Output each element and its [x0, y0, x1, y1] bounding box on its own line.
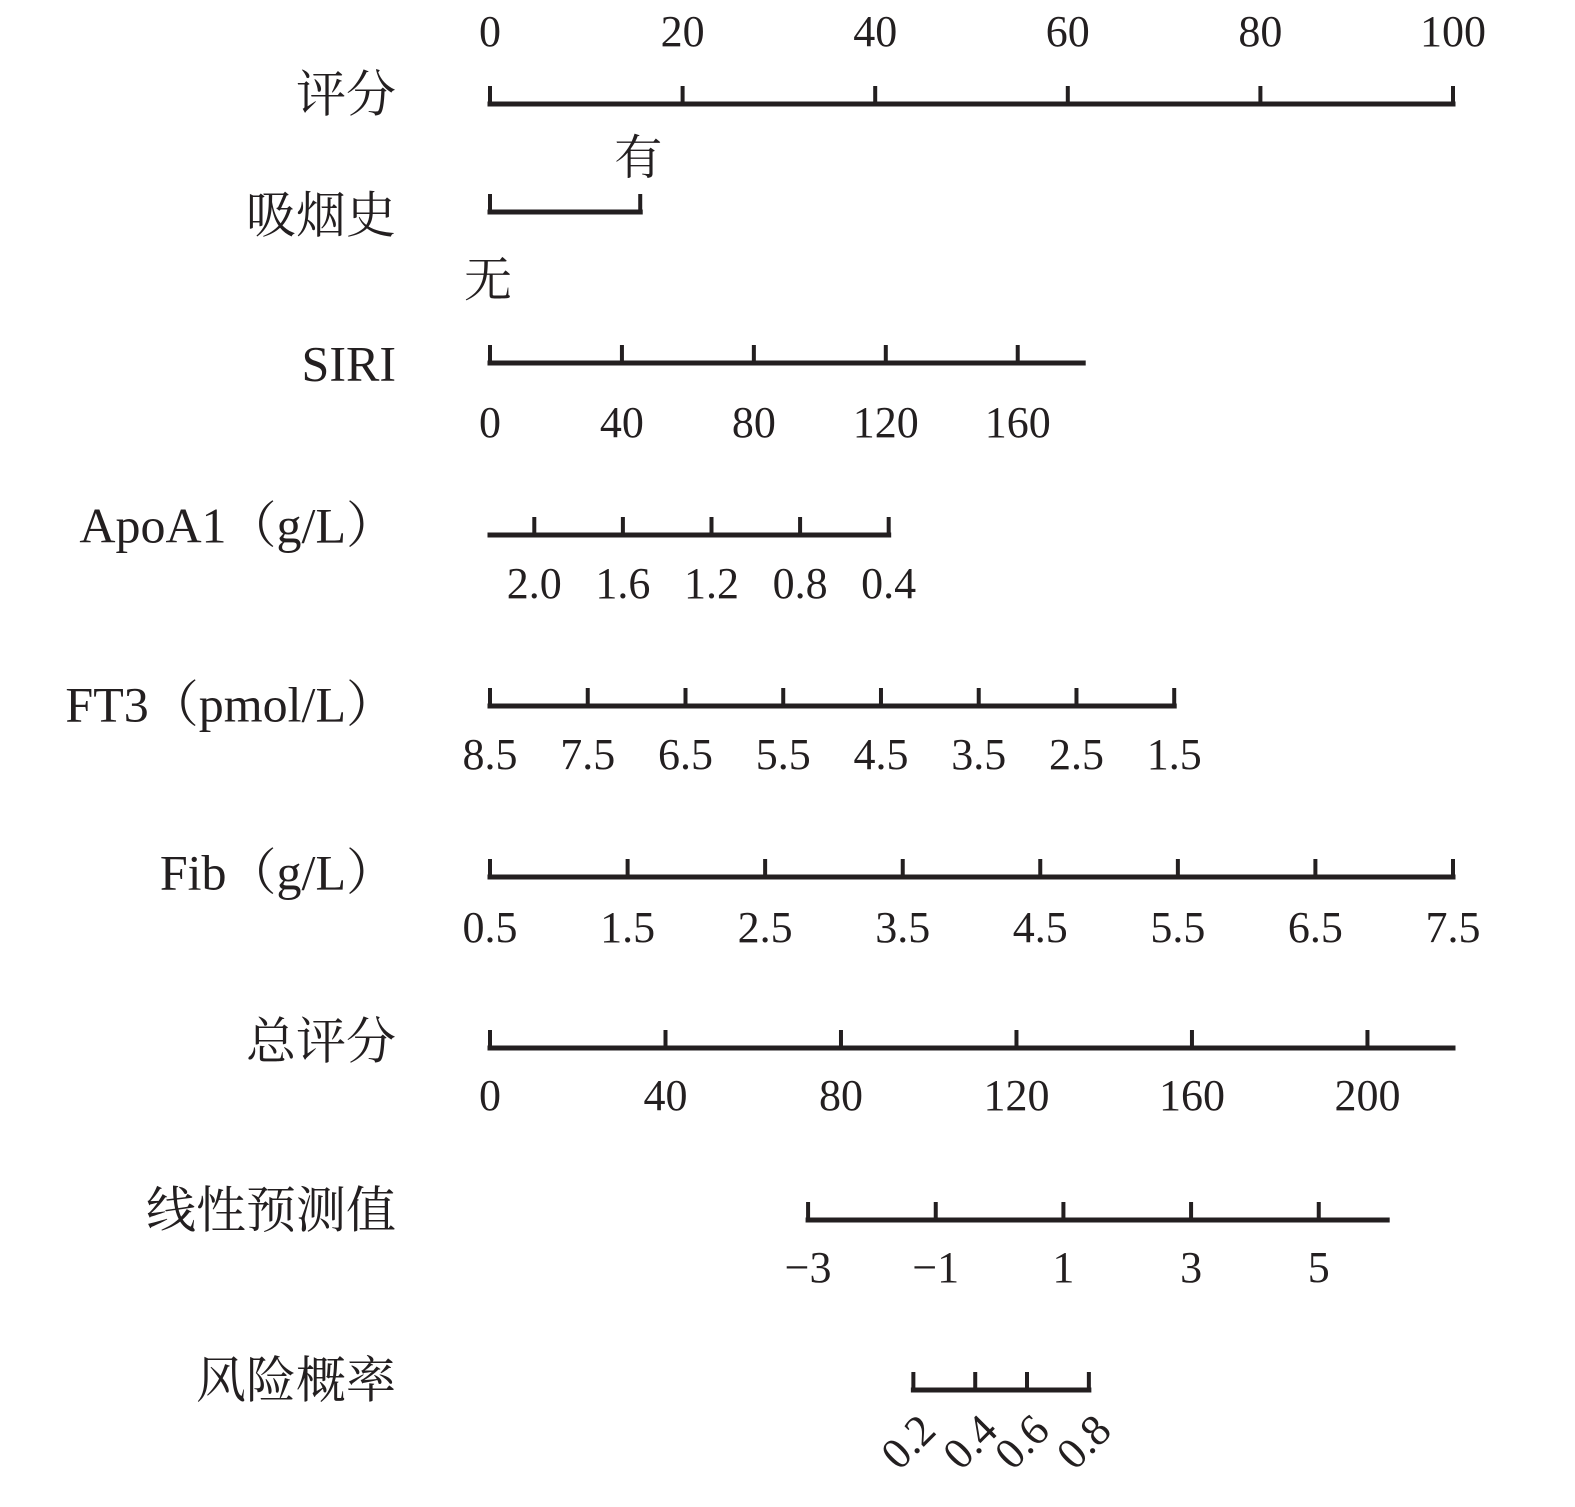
linear-predictor-tick-label: 5 [1307, 1243, 1330, 1292]
ft3-tick-label: 8.5 [462, 730, 518, 779]
risk-tick-label: 0.6 [985, 1405, 1059, 1479]
siri-tick-label: 40 [599, 398, 644, 447]
fib-tick-label: 4.5 [1012, 903, 1068, 952]
ft3-tick-label: 3.5 [951, 730, 1007, 779]
fib-tick-label: 2.5 [737, 903, 793, 952]
linear-predictor-label: 线性预测值 [146, 1182, 396, 1239]
fib-label: Fib（g/L） [159, 844, 396, 901]
fib-tick-label: 5.5 [1150, 903, 1206, 952]
linear-predictor-tick-label: −3 [784, 1243, 832, 1292]
linear-predictor-tick-label: −1 [912, 1243, 960, 1292]
total-points-label: 总评分 [246, 1013, 396, 1070]
siri-label: SIRI [301, 335, 396, 392]
points-axis-label: 评分 [296, 66, 396, 123]
total-points-tick-label: 160 [1158, 1071, 1225, 1120]
ft3-tick-label: 6.5 [657, 730, 713, 779]
risk-label: 风险概率 [196, 1352, 396, 1409]
ft3-tick-label: 1.5 [1146, 730, 1202, 779]
siri-tick-label: 80 [731, 398, 776, 447]
apoa1-tick-label: 1.2 [683, 559, 739, 608]
total-points-tick-label: 40 [643, 1071, 688, 1120]
ft3-tick-label: 2.5 [1048, 730, 1104, 779]
ft3-label: FT3（pmol/L） [65, 676, 396, 733]
points-axis-tick-label: 60 [1045, 7, 1090, 56]
fib-tick-label: 0.5 [462, 903, 518, 952]
points-axis-tick-label: 0 [479, 7, 501, 56]
points-axis-tick-label: 20 [660, 7, 705, 56]
smoking-label: 吸烟史 [246, 187, 396, 244]
smoking-level-label: 无 [463, 254, 513, 307]
siri-tick-label: 160 [984, 398, 1051, 447]
total-points-tick-label: 120 [983, 1071, 1050, 1120]
fib-tick-label: 3.5 [875, 903, 931, 952]
apoa1-tick-label: 0.4 [861, 559, 917, 608]
total-points-tick-label: 0 [479, 1071, 501, 1120]
apoa1-tick-label: 1.6 [595, 559, 651, 608]
siri-tick-label: 120 [852, 398, 919, 447]
smoking-level-label: 有 [614, 132, 663, 185]
risk-tick-label: 0.8 [1046, 1405, 1121, 1479]
siri-tick-label: 0 [479, 398, 501, 447]
ft3-tick-label: 7.5 [560, 730, 616, 779]
apoa1-tick-label: 2.0 [506, 559, 562, 608]
fib-tick-label: 1.5 [600, 903, 656, 952]
apoa1-tick-label: 0.8 [772, 559, 828, 608]
points-axis-tick-label: 100 [1420, 7, 1486, 56]
fib-tick-label: 6.5 [1287, 903, 1343, 952]
points-axis-tick-label: 40 [853, 7, 898, 56]
ft3-tick-label: 5.5 [755, 730, 811, 779]
ft3-tick-label: 4.5 [853, 730, 909, 779]
total-points-tick-label: 80 [818, 1071, 863, 1120]
fib-tick-label: 7.5 [1425, 903, 1481, 952]
linear-predictor-tick-label: 1 [1052, 1243, 1075, 1292]
total-points-tick-label: 200 [1334, 1071, 1401, 1120]
risk-tick-label: 0.4 [933, 1405, 1007, 1479]
risk-tick-label: 0.2 [871, 1405, 946, 1479]
apoa1-label: ApoA1（g/L） [79, 497, 396, 554]
linear-predictor-tick-label: 3 [1180, 1243, 1203, 1292]
points-axis-tick-label: 80 [1238, 7, 1283, 56]
